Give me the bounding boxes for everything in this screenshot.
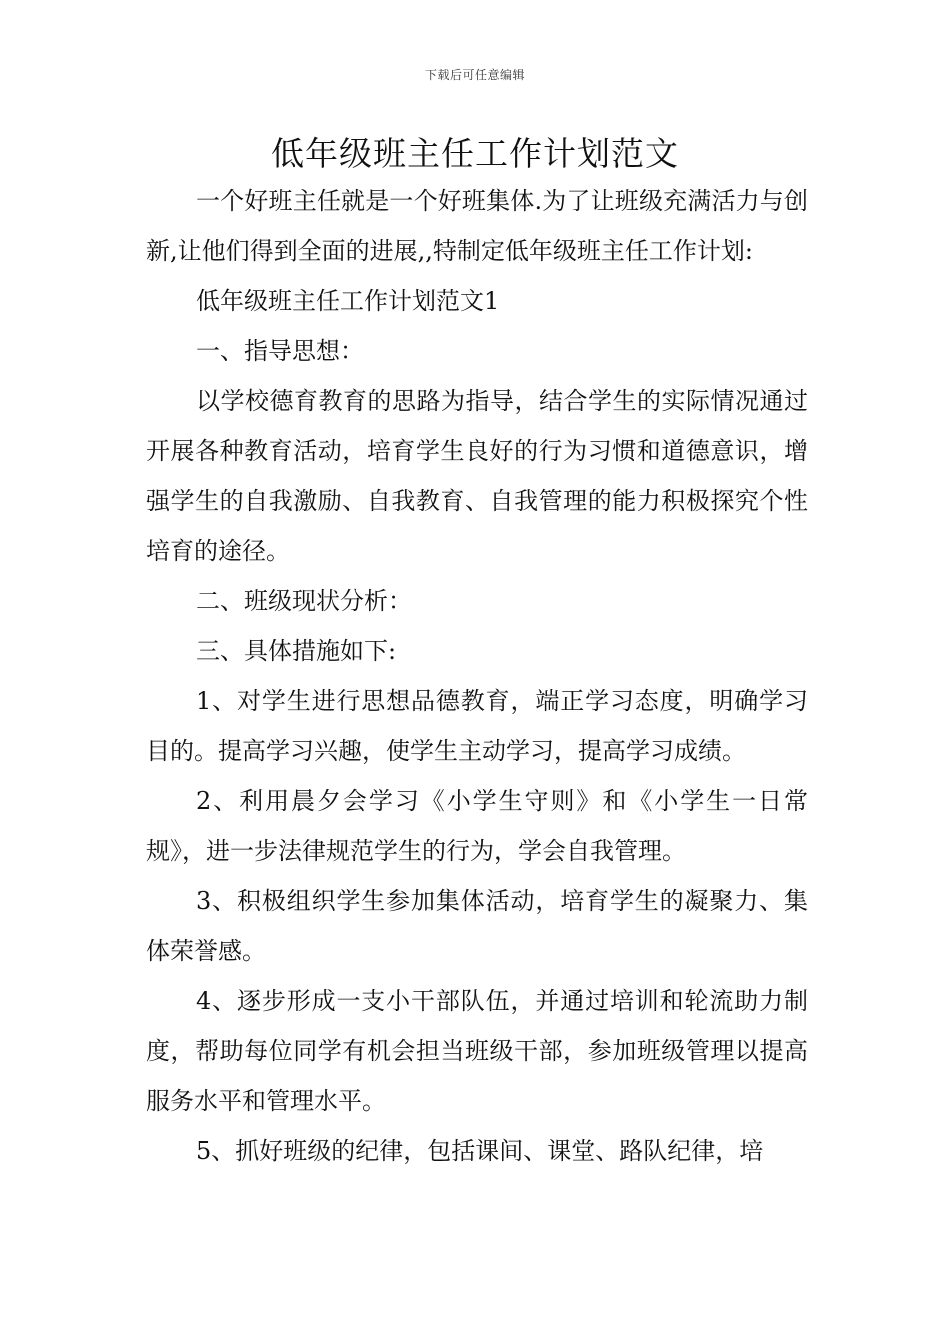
heading-guiding-thought: 一、指导思想： [196,337,364,365]
guiding-thought-paragraph: 以学校德育教育的思路为指导，结合学生的实际情况通过开展各种教育活动，培育学生良好的行为习惯和道德意识，增强学生的自我激励、自我教育、自我管理的能力积极探究个性培育的途径。 [146,387,808,565]
heading-measures: 三、具体措施如下: [196,637,397,665]
measure-item-4: 4、逐步形成一支小干部队伍，并通过培训和轮流助力制度，帮助每位同学有机会担当班级干部，参加班级管理以提高服务水平和管理水平。 [146,987,808,1115]
document-title: 低年级班主任工作计划范文 [271,134,679,173]
measure-item-2: 2、利用晨夕会学习《小学生守则》和《小学生一日常规》，进一步法律规范学生的行为，学会自我管理。 [146,787,808,865]
heading-class-status: 二、班级现状分析： [196,587,412,615]
measure-item-1: 1、对学生进行思想品德教育，端正学习态度，明确学习目的。提高学习兴趣，使学生主动学习，提高学习成绩。 [146,687,808,765]
intro-paragraph: 一个好班主任就是一个好班集体.为了让班级充满活力与创新,让他们得到全面的进展,,特制定低年级班主任工作计划: [146,187,808,265]
header-note: 下载后可任意编辑 [424,68,525,82]
document-body [146,176,808,1176]
measure-item-3: 3、积极组织学生参加集体活动，培育学生的凝聚力、集体荣誉感。 [146,887,808,965]
measure-item-5: 5、抓好班级的纪律，包括课间、课堂、路队纪律，培 [196,1137,764,1165]
section-heading-plan-1: 低年级班主任工作计划范文1 [196,287,500,315]
